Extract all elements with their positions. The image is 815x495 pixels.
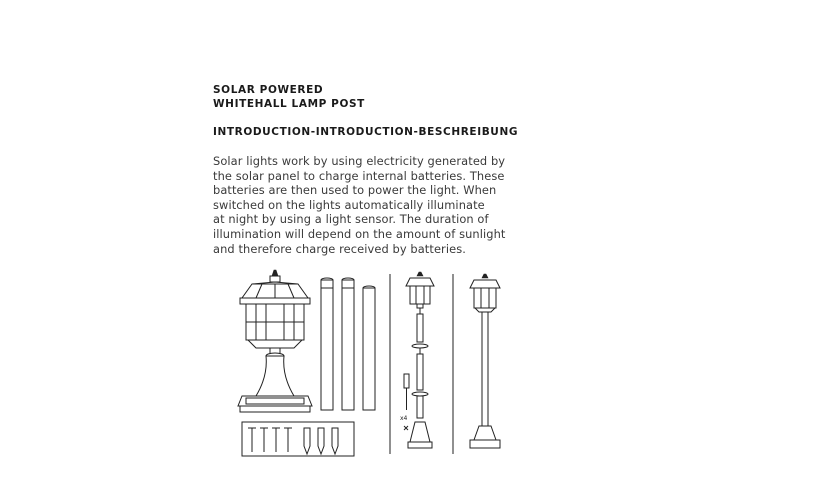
- body-line: illumination will depend on the amount of sunlight: [213, 226, 506, 241]
- lamp-head-icon: [240, 270, 310, 354]
- body-line: Solar lights work by using electricity generated by: [213, 154, 506, 168]
- body-line: the solar panel to charge internal batteries. These: [213, 168, 505, 183]
- assembly-diagram-icon: [400, 272, 434, 448]
- body-line: batteries are then used to power the light. When: [213, 183, 497, 198]
- lamp-base-icon: [238, 353, 312, 412]
- body-line: at night by using a light sensor. The duration of: [213, 212, 489, 227]
- title-line-2: WHITEHALL LAMP POST: [213, 98, 365, 110]
- assembled-lamp-icon: [470, 274, 500, 448]
- screw-count-label: x4: [400, 415, 408, 422]
- title-line-1: SOLAR POWERED: [213, 84, 324, 96]
- body-line: switched on the lights automatically illuminate: [213, 197, 485, 212]
- assembly-illustration: [232, 268, 532, 460]
- screwdriver-icon: [404, 374, 409, 410]
- intro-paragraph: [213, 154, 533, 256]
- section-heading: INTRODUCTION-INTRODUCTION-BESCHREIBUNG: [213, 126, 519, 138]
- body-line: and therefore charge received by batteries.: [213, 241, 466, 256]
- pole-section-icon: [321, 278, 375, 410]
- screws-and-stakes-icon: [242, 422, 354, 456]
- document-title: [213, 83, 365, 111]
